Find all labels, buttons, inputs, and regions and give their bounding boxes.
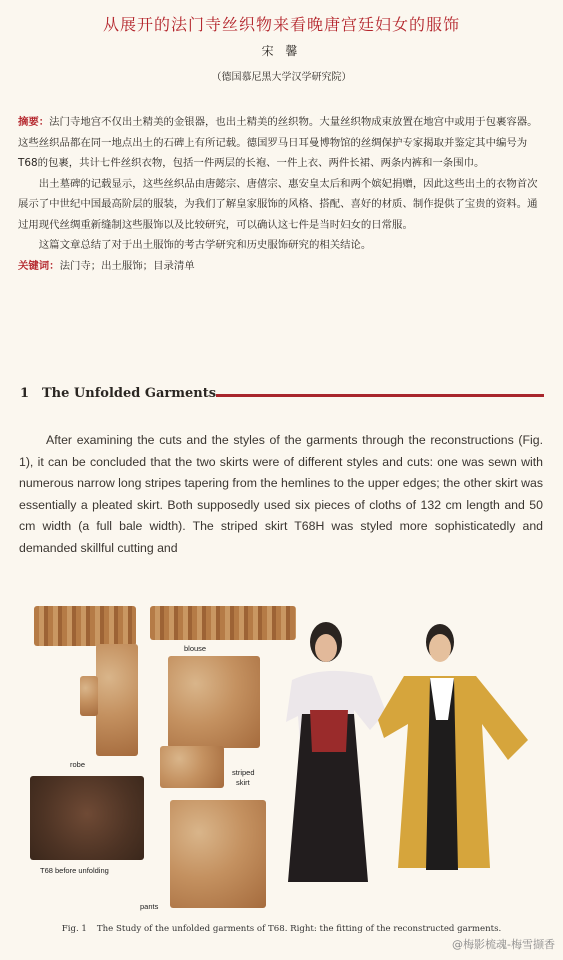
robe-fragment-top — [34, 606, 136, 646]
section-body — [19, 430, 543, 560]
abstract-paragraph-1 — [18, 112, 546, 174]
abstract-label: 摘要： — [18, 116, 50, 128]
keywords-text: 法门寺；出土服饰；目录清单 — [59, 259, 195, 272]
figure-1 — [0, 596, 563, 916]
model-left-sash — [310, 710, 348, 752]
robe-fragment-body — [96, 644, 138, 756]
t68-bundle — [30, 776, 144, 860]
figure-caption — [0, 924, 563, 934]
section-number: 1 — [20, 386, 30, 401]
article-title: 从展开的法门寺丝织物来看晚唐宫廷妇女的服饰 — [102, 15, 460, 34]
watermark: @梅影梳魂-梅雪撷香 — [452, 938, 555, 951]
author-affiliation: （德国慕尼黑大学汉学研究院） — [211, 72, 352, 83]
abstract-text-1: 法门寺地宫不仅出土精美的金银器，也出土精美的丝织物。大量丝织物成束放置在地宫中或用于包裹容器。这些丝织品都在同一地点出土的石碑上有所记载。德国罗马日耳曼博物馆的丝绸保护专家揭取并鉴定其中编号为T68的包裹，共计七件丝织衣物，包括一件两层的长袍、一件上衣、两件长裙、两条内裤和一条围巾。 — [18, 116, 538, 169]
model-right — [378, 620, 534, 892]
abstract-paragraph-3: 这篇文章总结了对于出土服饰的考古学研究和历史服饰研究的相关结论。 — [38, 239, 372, 251]
label-pants: pants — [140, 902, 159, 911]
blouse-fragment — [150, 606, 296, 640]
striped-skirt-fragment — [168, 656, 260, 748]
section-rule — [216, 394, 544, 397]
label-blouse: blouse — [184, 644, 207, 653]
model-left — [282, 620, 392, 892]
label-skirt: skirt — [236, 778, 250, 787]
section-title: The Unfolded Garments — [42, 386, 217, 401]
figure-id: Fig. 1 — [61, 924, 87, 934]
abstract-paragraph-2: 出土墓碑的记载显示，这些丝织品由唐懿宗、唐僖宗、惠安皇太后和两个嫔妃捐赠，因此这些出土的衣物首次展示了中世纪中国最高阶层的服装，为我们了解皇家服饰的风格、搭配、喜好的材质、制作提供了宝贵的资料。通过用现代丝绸重新缝制这些服饰以及比较研究，可以确认这七件是当时妇女的日常服。 — [18, 177, 538, 231]
striped-skirt-lower — [160, 746, 224, 788]
keywords-label: 关键词： — [18, 259, 60, 272]
section-heading — [20, 386, 544, 406]
section-paragraph: After examining the cuts and the styles of the garments through the reconstructions (Fig. 1), it can be concluded that the two skirts were of different styles and cuts: one was sewn with numerous narrow long stripes tapering from the hemlines to the upper edges; the other skirt was essentially a pleated skirt. Both supposedly used six pieces of cloths of 132 cm length and 50 cm width (a full bale width). The striped skirt T68H was styled more sophisticatedly and demanded skillful cutting and — [19, 433, 543, 555]
pants-fragment — [170, 800, 266, 908]
author-name: 宋 馨 — [261, 44, 302, 58]
label-robe: robe — [70, 760, 86, 769]
abstract — [18, 112, 546, 276]
label-t68: T68 before unfolding — [40, 866, 109, 875]
label-striped: striped — [232, 768, 255, 777]
model-left-face — [315, 634, 337, 662]
figure-caption-text: The Study of the unfolded garments of T68. Right: the fitting of the reconstructed garments. — [96, 924, 502, 934]
keywords-line — [18, 256, 546, 277]
model-right-face — [429, 634, 451, 662]
robe-fragment-small — [80, 676, 98, 716]
